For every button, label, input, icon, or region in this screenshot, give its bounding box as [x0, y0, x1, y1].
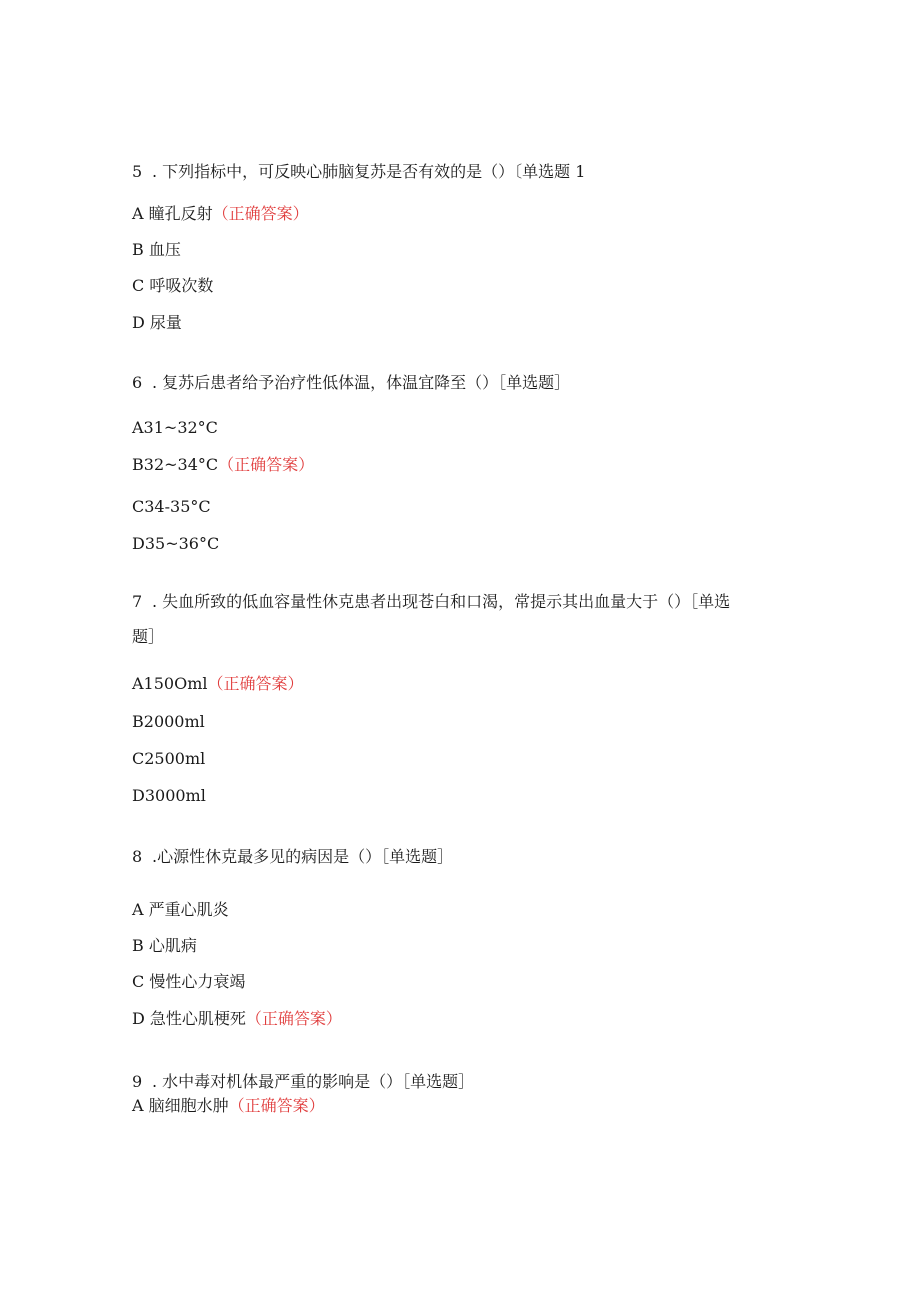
- q6-option-b[interactable]: [132, 455, 314, 475]
- question-number: 7: [132, 592, 143, 611]
- option-text: D 尿量: [132, 313, 182, 332]
- question-number: 5: [132, 162, 143, 181]
- correct-answer-mark: （正确答案）: [207, 674, 304, 693]
- question-text: . 水中毒对机体最严重的影响是（）［单选题］: [152, 1072, 475, 1091]
- option-text: D3000ml: [132, 786, 206, 805]
- option-text: A31~32°C: [132, 418, 218, 437]
- option-text: A 脑细胞水肿: [132, 1096, 229, 1115]
- question-6-stem: [132, 373, 570, 393]
- q8-option-c[interactable]: [132, 972, 245, 992]
- q5-option-c[interactable]: [132, 276, 213, 296]
- option-text: D35~36°C: [132, 534, 220, 553]
- question-5-stem: [132, 162, 585, 182]
- correct-answer-mark: （正确答案）: [228, 1096, 325, 1115]
- option-text: B32~34°C: [132, 455, 219, 474]
- option-text: B 血压: [132, 240, 181, 259]
- q7-option-c[interactable]: [132, 749, 205, 769]
- option-text: D 急性心肌梗死: [132, 1009, 246, 1028]
- q8-option-a[interactable]: [132, 900, 229, 920]
- q7-option-b[interactable]: [132, 712, 205, 732]
- option-text: C 呼吸次数: [132, 276, 214, 295]
- correct-answer-mark: （正确答案）: [218, 455, 315, 474]
- question-8-stem: [132, 847, 453, 867]
- correct-answer-mark: （正确答案）: [212, 204, 309, 223]
- option-text: C 慢性心力衰竭: [132, 972, 246, 991]
- question-text: 题］: [132, 627, 165, 646]
- option-text: A 严重心肌炎: [132, 900, 229, 919]
- question-text: . 复苏后患者给予治疗性低体温，体温宜降至（）［单选题］: [152, 373, 571, 392]
- question-number: 9: [132, 1072, 143, 1091]
- option-text: C34-35°C: [132, 497, 211, 516]
- question-7-stem: [132, 592, 730, 612]
- question-7-stem-continued: [132, 627, 164, 647]
- q8-option-b[interactable]: [132, 936, 197, 956]
- question-number: 6: [132, 373, 143, 392]
- q5-option-a[interactable]: [132, 204, 309, 224]
- question-text: .心源性休克最多见的病因是（）［单选题］: [152, 847, 454, 866]
- q6-option-c[interactable]: [132, 497, 211, 517]
- option-text: C2500ml: [132, 749, 206, 768]
- option-text: B2000ml: [132, 712, 205, 731]
- question-number: 8: [132, 847, 143, 866]
- q7-option-a[interactable]: [132, 674, 304, 694]
- correct-answer-mark: （正确答案）: [245, 1009, 342, 1028]
- q9-option-a[interactable]: [132, 1096, 325, 1116]
- option-text: A 瞳孔反射: [132, 204, 213, 223]
- q6-option-d[interactable]: [132, 534, 219, 554]
- q5-option-d[interactable]: [132, 313, 182, 333]
- question-text: . 下列指标中，可反映心肺脑复苏是否有效的是（）〔单选题 1: [152, 162, 586, 181]
- question-9-stem: [132, 1072, 474, 1092]
- question-text: . 失血所致的低血容量性休克患者出现苍白和口渴，常提示其出血量大于（）［单选: [152, 592, 731, 611]
- q7-option-d[interactable]: [132, 786, 206, 806]
- q6-option-a[interactable]: [132, 418, 218, 438]
- option-text: B 心肌病: [132, 936, 197, 955]
- option-text: A150Oml: [132, 674, 208, 693]
- q5-option-b[interactable]: [132, 240, 181, 260]
- q8-option-d[interactable]: [132, 1009, 342, 1029]
